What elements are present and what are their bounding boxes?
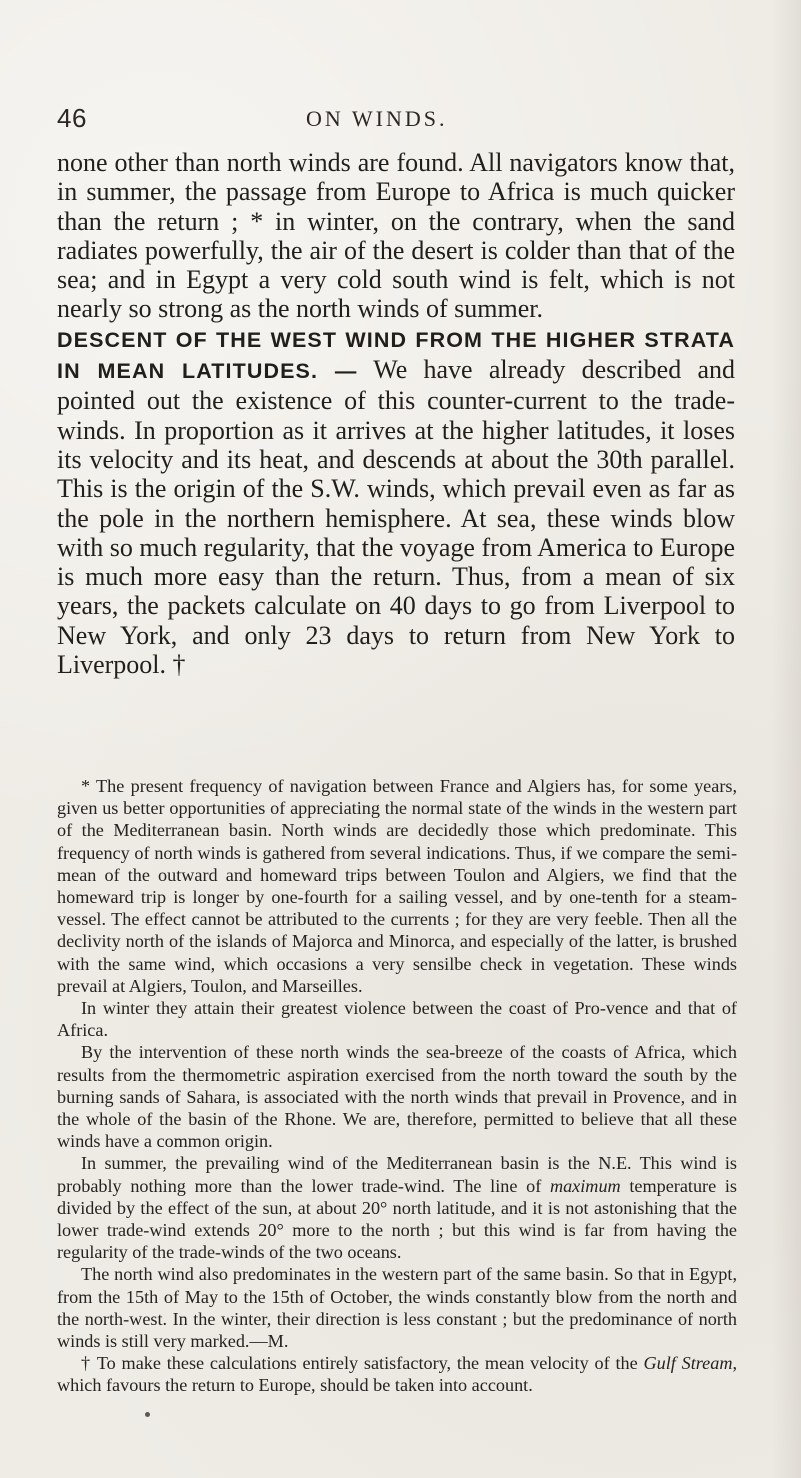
page-number: 46: [57, 103, 87, 133]
paragraph-continued-text: none other than north winds are found. All navigators know that, in summer, the passage from Europe to Africa is much quicker than the return ; * in winter, on the contrary, when the sand radiates powerfully, the air of the desert is colder than that of the sea; and in Egypt a very cold south wind is felt, which is not nearly so strong as the north winds of summer.: [57, 148, 735, 324]
footnote-paragraph: [57, 1041, 737, 1152]
footnote-text: In summer, the prevailing wind of the Mediterranean basin is the N.E. This wind is probably nothing more than the lower trade-wind. The line of: [57, 1153, 737, 1196]
footnote-asterisk: [57, 775, 737, 997]
footnote-text: * The present frequency of navigation between France and Algiers has, for some years, given us better opportunities of appreciating the normal state of the winds in the western part of the Mediterranean basin. North winds are decidedly those which predominate. This frequency of north winds is gathered from several indications. Thus, if we compare the semi-mean of the outward and homeward trips between Toulon and Algiers, we find that the homeward trip is longer by one-fourth for a sailing vessel, and by one-tenth for a steam-vessel. The effect cannot be attributed to the currents ; for they are very feeble. Then all the declivity north of the islands of Majorca and Minorca, and especially of the latter, is brushed with the same wind, which occasions a very sensilbe check in vegetation. These winds prevail at Algiers, Toulon, and Marseilles.: [57, 776, 737, 996]
ink-speck: [145, 1412, 150, 1417]
footnote-text: , which favours the return to Europe, should be taken into account.: [57, 1353, 737, 1396]
body-paragraph-with-heading: [57, 324, 735, 680]
running-head: ON WINDS.: [306, 106, 448, 131]
footnote-text: † To make these calculations entirely satisfactory, the mean velocity of the: [81, 1353, 644, 1374]
footnote-text: By the intervention of these north winds the sea-breeze of the coasts of Africa, which results from the thermometric aspiration exercised from the north toward the south by the burning sands of Sahara, is associated with the north winds that prevail in Provence, and in the whole of the basin of the Rhone. We are, therefore, permitted to believe that all these winds have a common origin.: [57, 1042, 737, 1152]
footnote-text: The north wind also predominates in the western part of the same basin. So that in Egypt, from the 15th of May to the 15th of October, the winds constantly blow from the north and the north-west. In the winter, their direction is less constant ; but the predominance of north winds is still very marked.—M.: [57, 1264, 737, 1352]
footnote-paragraph: [57, 997, 737, 1041]
page-edge-shadow: [771, 0, 801, 1478]
footnotes: [57, 775, 737, 1397]
main-text: [57, 148, 735, 679]
body-paragraph: [57, 148, 735, 324]
footnote-paragraph: [57, 1263, 737, 1352]
footnote-italic-term: maximum: [549, 1175, 621, 1196]
footnote-dagger: [57, 1352, 737, 1396]
footnote-paragraph: [57, 1152, 737, 1263]
section-heading: DESCENT OF THE WEST WIND FROM THE HIGHER STRATA IN MEAN LATITUDES. —: [57, 327, 735, 384]
footnote-text: In winter they attain their greatest violence between the coast of Pro-vence and that of Africa.: [57, 998, 737, 1041]
footnote-text: temperature is divided by the effect of the sun, at about 20° north latitude, and it is not astonishing that the lower trade-wind extends 20° more to the north ; but this wind is far from having the regularity of the trade-winds of the two oceans.: [57, 1175, 737, 1263]
footnote-italic-term: Gulf Stream: [643, 1353, 733, 1374]
page-header: [0, 0, 801, 133]
section-text: We have already described and pointed out the existence of this counter-current to the trade-winds. In proportion as it arrives at the higher latitudes, it loses its velocity and its heat, and descends at about the 30th parallel. This is the origin of the S.W. winds, which prevail even as far as the pole in the northern hemisphere. At sea, these winds blow with so much regularity, that the voyage from America to Europe is much more easy than the return. Thus, from a mean of six years, the packets calculate on 40 days to go from Liverpool to New York, and only 23 days to return from New York to Liverpool. †: [57, 355, 735, 680]
